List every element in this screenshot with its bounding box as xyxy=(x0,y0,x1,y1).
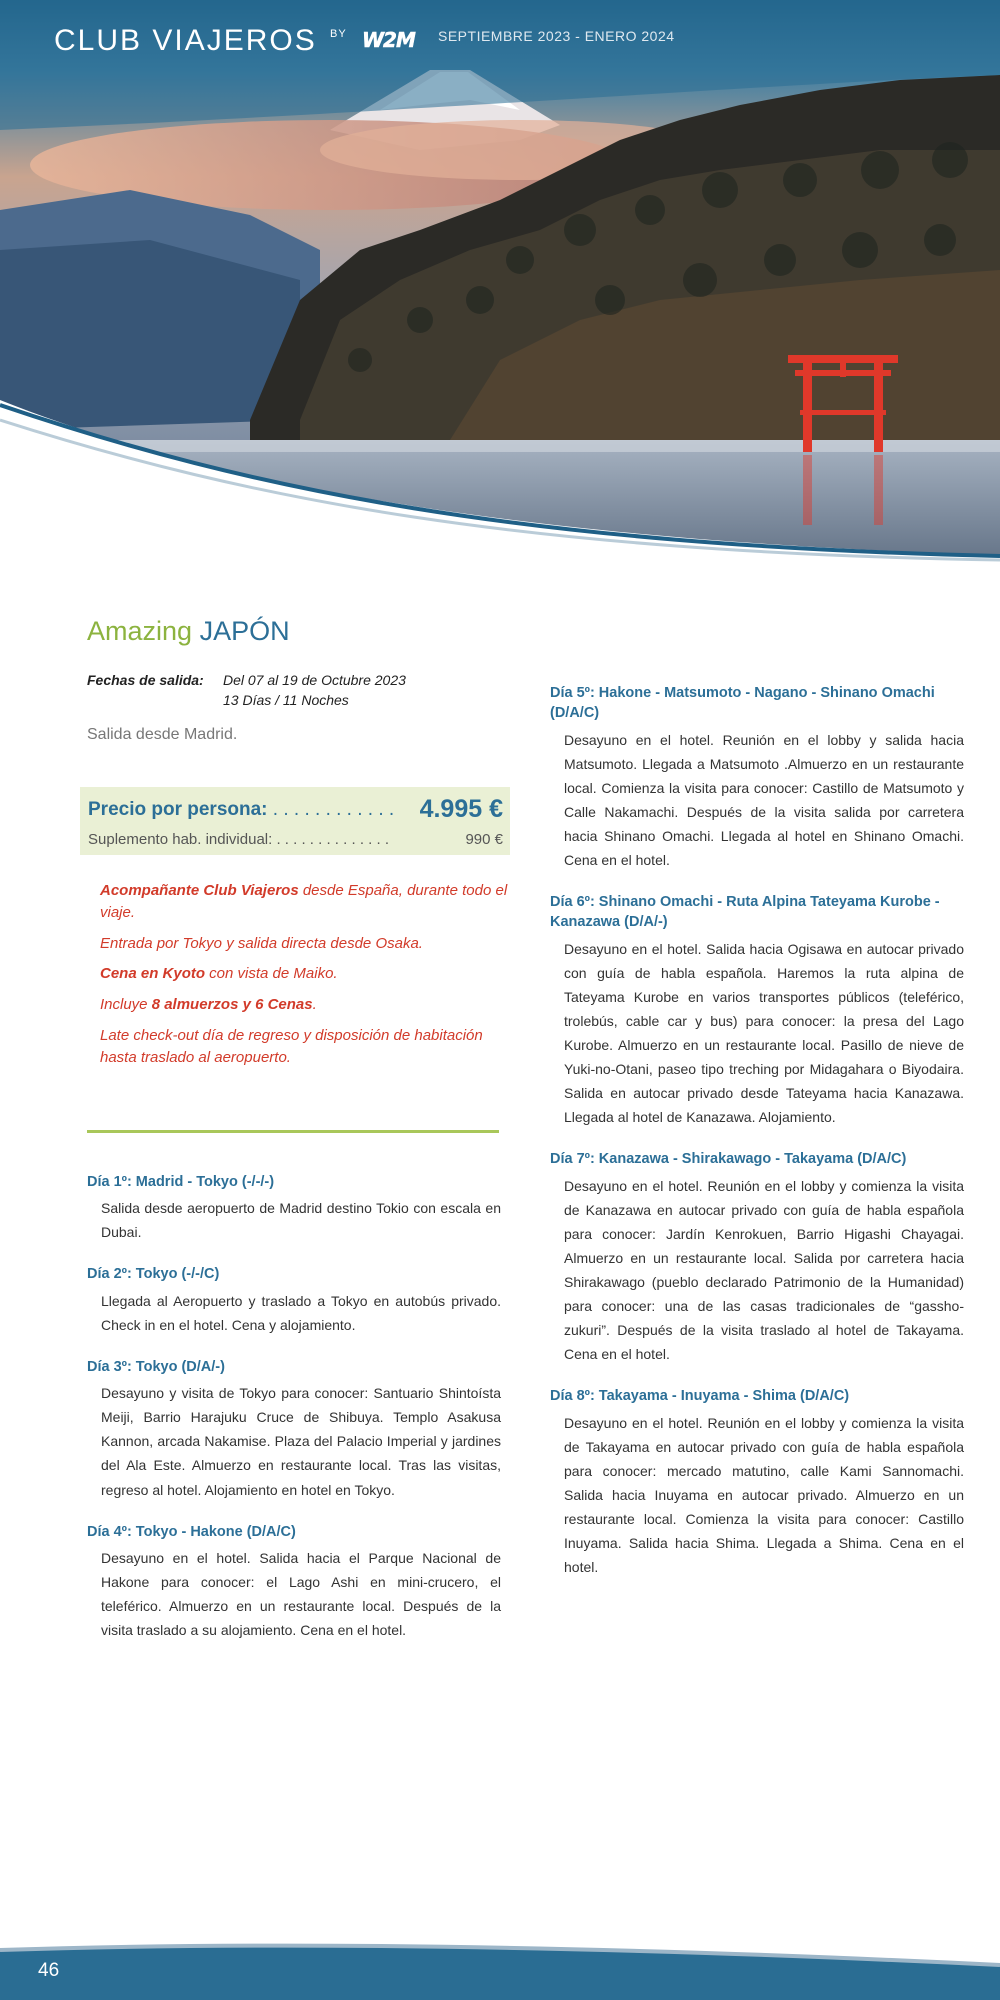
highlight-item: Acompañante Club Viajeros desde España, durante todo el viaje. xyxy=(100,882,508,921)
catalog-period: SEPTIEMBRE 2023 - ENERO 2024 xyxy=(438,28,675,44)
trip-highlights xyxy=(100,880,510,1077)
supplement-dots: . . . . . . . . . . . . . . xyxy=(272,831,389,848)
trip-title xyxy=(87,616,290,647)
w2m-logo xyxy=(362,28,424,52)
price-per-person xyxy=(88,795,503,823)
highlight-item: Cena en Kyoto con vista de Maiko. xyxy=(100,965,338,983)
day-text: Desayuno en el hotel. Salida hacia el Parque Nacional de Hakone para conocer: el Lago Ashi en mini-crucero, el teleférico. Almuerzo en un restaurante local. Después de la visita traslado a su alojamiento. Cena en el hotel. xyxy=(101,1549,501,1639)
trip-duration: 13 Días / 11 Noches xyxy=(223,692,349,708)
itinerary-day xyxy=(550,892,964,1129)
day-title: Día 7º: Kanazawa - Shirakawago - Takayama (D/A/C) xyxy=(550,1151,907,1168)
departure-city: Salida desde Madrid. xyxy=(87,726,238,743)
price-amount: 4.995 € xyxy=(419,795,503,823)
price-box xyxy=(80,787,510,855)
day-title: Día 4º: Tokyo - Hakone (D/A/C) xyxy=(87,1523,296,1540)
itinerary-column-right xyxy=(550,683,964,1599)
itinerary-day xyxy=(87,1172,501,1244)
footer-wave xyxy=(0,1930,1000,2000)
day-text: Desayuno en el hotel. Reunión en el lobby y salida hacia Matsumoto. Llegada a Matsumoto .Almuerzo en un restaurante local. Comienza la visita para conocer: Castillo de Matsumoto y Calle Nakamachi. Después de la visita salida por carretera hacia Shinano Omachi. Llegada al hotel en Shinano Omachi. Cena en el hotel. xyxy=(564,731,964,868)
day-text: Desayuno en el hotel. Reunión en el lobby y comienza la visita de Kanazawa en autocar privado con guía de habla española para conocer: Jardín Kenrokuen, Barrio Higashi Chayagai. Almuerzo en un restaurante local. Salida por carretera hacia Shirakawago (pueblo declarado Patrimonio de la Humanidad) para conocer: una de las casas tradicionales de “gassho-zukuri”. Después de la visita traslado al hotel de Takayama. Cena en el hotel. xyxy=(564,1177,964,1363)
price-label: Precio por persona: xyxy=(88,799,268,820)
dates-label: Fechas de salida: xyxy=(87,672,204,688)
price-dots: . . . . . . . . . . . . xyxy=(267,799,395,820)
highlight-item: Incluye 8 almuerzos y 6 Cenas. xyxy=(100,996,317,1013)
hero-landscape-image xyxy=(0,0,1000,590)
day-title: Día 8º: Takayama - Inuyama - Shima (D/A/C) xyxy=(550,1388,850,1405)
departure-dates xyxy=(87,672,507,708)
highlight-item: Late check-out día de regreso y disposición de habitación hasta traslado al aeropuerto. xyxy=(100,1026,483,1066)
brand-by: BY xyxy=(330,28,347,40)
section-divider xyxy=(87,1130,499,1133)
itinerary-day xyxy=(550,1386,964,1579)
trip-title-country: JAPÓN xyxy=(199,616,290,646)
trip-title-prefix: Amazing xyxy=(87,616,193,646)
day-text: Desayuno en el hotel. Reunión en el lobby y comienza la visita de Takayama en autocar privado con guía de habla española para conocer: mercado matutino, calle Kami Sannomachi. Salida hacia Inuyama en autocar privado. Almuerzo en un restaurante local. Comienza la visita para conocer: Castillo Inuyama. Salida hacia Shima. Llegada a Shima. Cena en el hotel. xyxy=(564,1414,964,1575)
day-text: Salida desde aeropuerto de Madrid destino Tokio con escala en Dubai. xyxy=(101,1200,501,1241)
dates-value: Del 07 al 19 de Octubre 2023 xyxy=(223,672,406,688)
day-title: Día 1º: Madrid - Tokyo (-/-/-) xyxy=(87,1174,275,1190)
day-title: Día 5º: Hakone - Matsumoto - Nagano - Shinano Omachi (D/A/C) xyxy=(550,685,935,722)
itinerary-day xyxy=(87,1357,501,1502)
logo-text: W2M xyxy=(362,28,415,52)
itinerary-day xyxy=(87,1522,501,1643)
highlight-item: Entrada por Tokyo y salida directa desde Osaka. xyxy=(100,934,423,952)
itinerary-column-left xyxy=(87,1172,501,1662)
day-text: Desayuno y visita de Tokyo para conocer: Santuario Shintoísta Meiji, Barrio Harajuku Cruce de Shibuya. Templo Asakusa Kannon, arcada Nakamise. Plaza del Palacio Imperial y jardines del Ala Este. Almuerzo en restaurante local. Tras las visitas, regreso al hotel. Alojamiento en hotel en Tokyo. xyxy=(101,1385,501,1498)
day-title: Día 2º: Tokyo (-/-/C) xyxy=(87,1266,220,1283)
day-title: Día 6º: Shinano Omachi - Ruta Alpina Tateyama Kurobe - Kanazawa (D/A/-) xyxy=(550,894,940,931)
supplement-label: Suplemento hab. individual: xyxy=(88,831,273,848)
itinerary-day xyxy=(87,1264,501,1336)
hero-header xyxy=(0,0,1000,590)
brand-name: CLUB VIAJEROS xyxy=(54,24,317,57)
day-text: Llegada al Aeropuerto y traslado a Tokyo en autobús privado. Check in en el hotel. Cena y alojamiento. xyxy=(101,1292,501,1333)
single-supplement xyxy=(88,831,503,848)
day-text: Desayuno en el hotel. Salida hacia Ogisawa en autocar privado con guía de habla española. Haremos la ruta alpina de Tateyama Kurobe en varios transportes públicos (teleférico, trolebús, cable car y bus) para conocer: la presa del Lago Kurobe. Almuerzo en un restaurante local. Pasillo de nieve de Yuki-no-Otani, paseo tipo treching por Midagahara o Biyodaira. Salida en autocar privado desde Tateyama hacia Kanazawa. Llegada al hotel de Kanazawa. Alojamiento. xyxy=(564,940,964,1126)
itinerary-day xyxy=(550,1149,964,1366)
page-number: 46 xyxy=(38,1960,60,1981)
day-title: Día 3º: Tokyo (D/A/-) xyxy=(87,1358,225,1375)
itinerary-day xyxy=(550,683,964,872)
supplement-amount: 990 € xyxy=(465,831,503,848)
